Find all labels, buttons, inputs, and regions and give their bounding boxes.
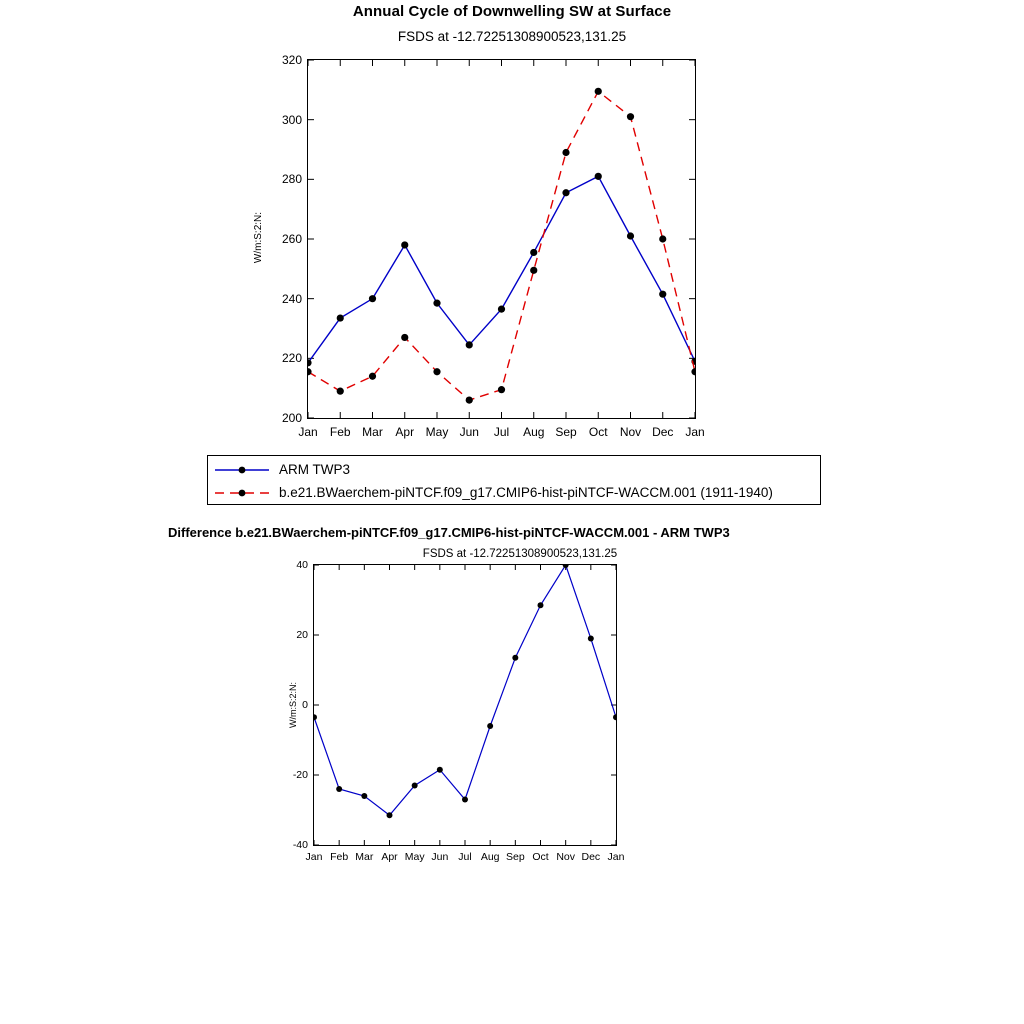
data-point-marker <box>562 189 569 196</box>
data-point-marker <box>401 241 408 248</box>
x-tick-label: Jan <box>298 425 318 439</box>
y-tick-label: 320 <box>281 53 302 67</box>
y-tick-label: 20 <box>296 629 308 641</box>
data-point-marker <box>613 714 616 720</box>
data-point-marker <box>433 300 440 307</box>
panel1-plot-frame <box>307 59 696 419</box>
x-tick-label: Jun <box>459 425 479 439</box>
x-tick-label: Nov <box>556 851 575 863</box>
x-tick-label: Feb <box>330 851 349 863</box>
data-point-marker <box>512 655 518 661</box>
data-point-marker <box>336 786 342 792</box>
series-line <box>314 565 616 815</box>
x-tick-label: Mar <box>355 851 374 863</box>
x-tick-label: Jun <box>431 851 449 863</box>
x-tick-label: Jul <box>493 425 510 439</box>
data-point-marker <box>369 295 376 302</box>
panel2-plot-frame <box>313 564 617 846</box>
data-point-marker <box>595 173 602 180</box>
y-tick-label: 200 <box>281 411 302 425</box>
y-tick-label: 0 <box>302 699 308 711</box>
difference-title: Difference b.e21.BWaerchem-piNTCF.f09_g17.CMIP6-hist-piNTCF-WACCM.001 - ARM TWP3 <box>168 525 730 540</box>
panel2-y-axis-label: W/m:S:2:N: <box>288 681 299 729</box>
data-point-marker <box>361 793 367 799</box>
data-point-marker <box>498 306 505 313</box>
legend-item-label: ARM TWP3 <box>279 462 351 477</box>
x-tick-label: Dec <box>652 425 674 439</box>
panel2-subtitle: FSDS at -12.72251308900523,131.25 <box>422 548 618 560</box>
panel1-canvas <box>308 60 695 418</box>
data-point-marker <box>462 797 468 803</box>
legend-line-sample <box>213 487 271 499</box>
y-tick-label: -20 <box>292 769 308 781</box>
y-tick-label: 240 <box>281 291 302 306</box>
x-tick-label: Aug <box>480 851 500 863</box>
data-point-marker <box>627 113 634 120</box>
data-point-marker <box>401 334 408 341</box>
x-tick-label: Apr <box>395 425 415 439</box>
data-point-marker <box>466 341 473 348</box>
data-point-marker <box>659 235 666 242</box>
x-tick-label: Oct <box>532 851 549 863</box>
x-tick-label: Feb <box>329 425 351 439</box>
y-tick-label: 220 <box>281 351 302 366</box>
data-point-marker <box>433 368 440 375</box>
x-tick-label: Nov <box>619 425 642 439</box>
data-point-marker <box>337 388 344 395</box>
data-point-marker <box>498 386 505 393</box>
data-point-marker <box>437 767 443 773</box>
data-point-marker <box>466 397 473 404</box>
x-tick-label: May <box>425 425 449 439</box>
x-tick-label: Jan <box>607 851 625 863</box>
data-point-marker <box>530 249 537 256</box>
x-tick-label: Mar <box>362 425 383 439</box>
data-point-marker <box>487 723 493 729</box>
data-point-marker <box>412 783 418 789</box>
legend-box <box>207 455 821 505</box>
x-tick-label: Apr <box>381 851 398 863</box>
y-tick-label: 300 <box>281 112 302 127</box>
panel2-canvas <box>314 565 616 845</box>
data-point-marker <box>387 812 393 818</box>
panel1-y-axis-label: W/m:S:2:N: <box>253 211 265 264</box>
x-tick-label: Sep <box>555 425 577 439</box>
x-tick-label: Oct <box>588 425 608 439</box>
data-point-marker <box>369 373 376 380</box>
data-point-marker <box>337 314 344 321</box>
data-point-marker <box>691 368 695 375</box>
x-tick-label: Jul <box>458 851 472 863</box>
data-point-marker <box>588 636 594 642</box>
data-point-marker <box>530 267 537 274</box>
legend-line-sample <box>213 464 271 476</box>
panel1-subtitle: FSDS at -12.72251308900523,131.25 <box>397 29 627 44</box>
y-tick-label: -40 <box>292 839 308 851</box>
data-point-marker <box>659 291 666 298</box>
series-line <box>308 91 695 400</box>
data-point-marker <box>627 232 634 239</box>
series-line <box>308 176 695 362</box>
data-point-marker <box>538 602 544 608</box>
data-point-marker <box>595 88 602 95</box>
legend-item-label: b.e21.BWaerchem-piNTCF.f09_g17.CMIP6-hist-piNTCF-WACCM.001 (1911-1940) <box>279 485 773 500</box>
data-point-marker <box>314 714 317 720</box>
y-tick-label: 280 <box>281 172 302 187</box>
x-tick-label: Dec <box>581 851 601 863</box>
legend-item[interactable] <box>213 463 350 477</box>
page-title: Annual Cycle of Downwelling SW at Surface <box>352 3 672 20</box>
y-tick-label: 260 <box>281 232 302 246</box>
y-tick-label: 40 <box>296 559 308 571</box>
legend-item[interactable] <box>213 486 773 500</box>
x-tick-label: Jan <box>685 425 705 439</box>
data-point-marker <box>562 149 569 156</box>
x-tick-label: Jan <box>305 851 323 863</box>
x-tick-label: Sep <box>505 851 525 863</box>
data-point-marker <box>308 359 312 366</box>
x-tick-label: May <box>404 851 425 863</box>
x-tick-label: Aug <box>523 425 545 439</box>
